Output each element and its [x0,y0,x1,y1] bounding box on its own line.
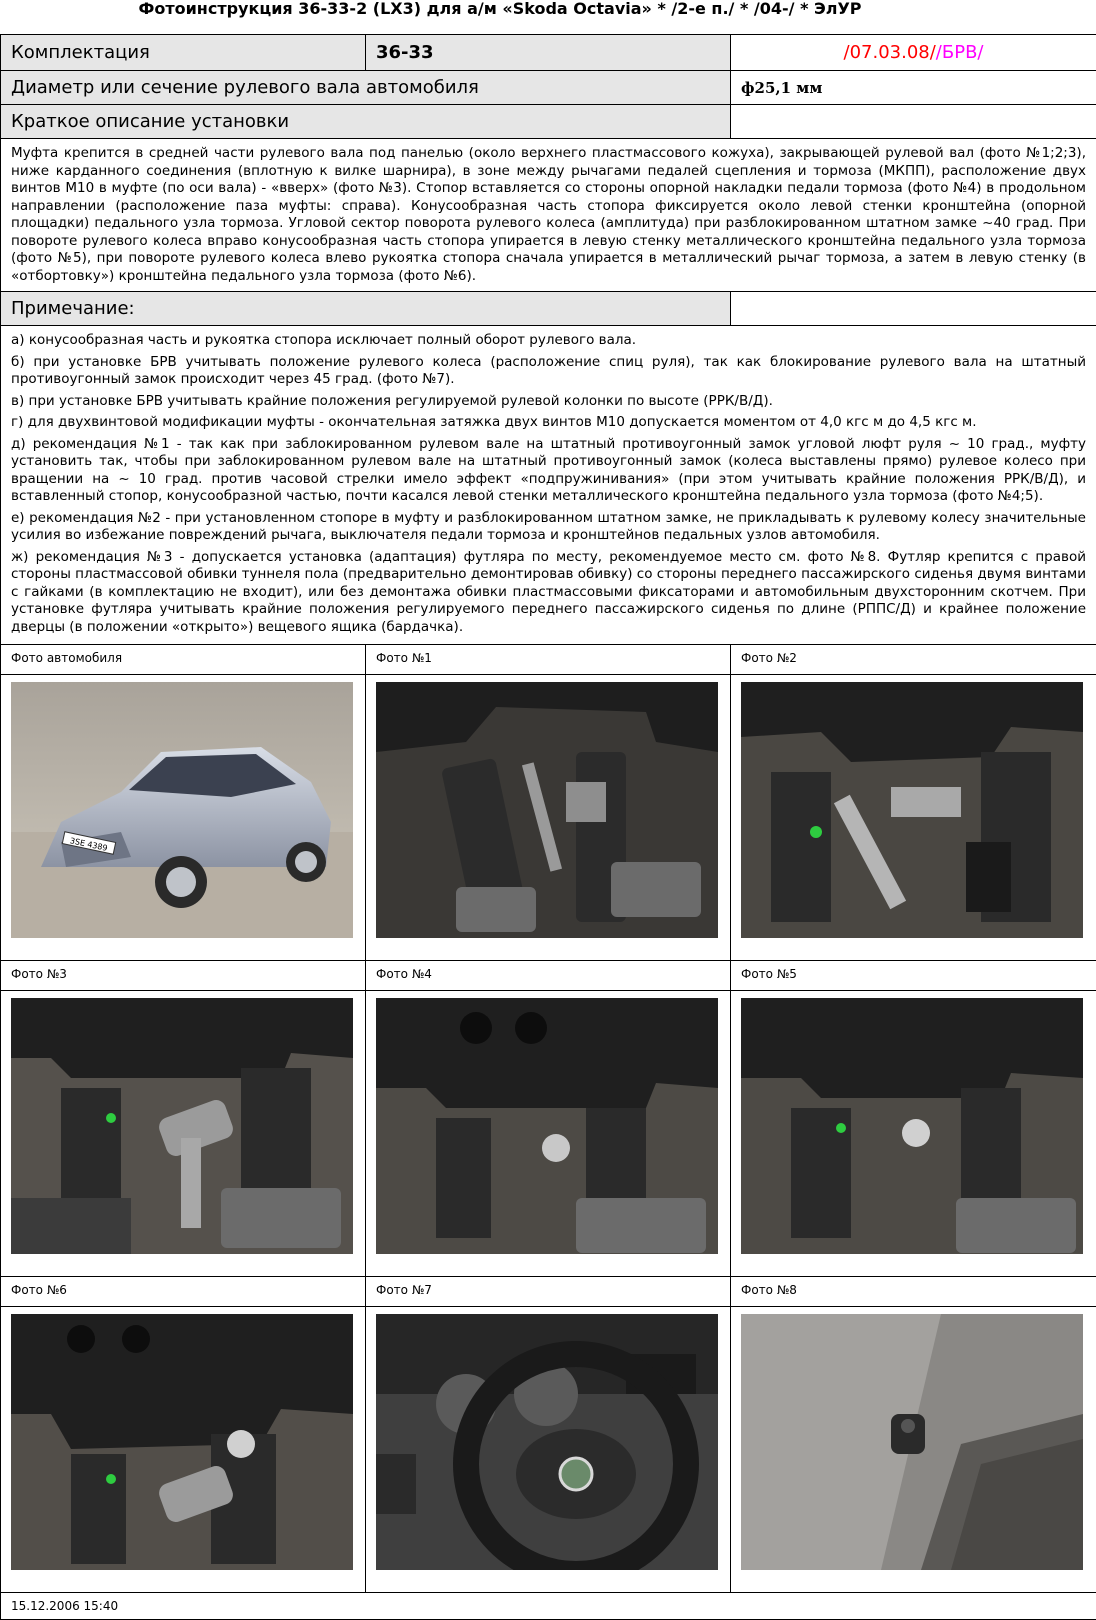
note-zh: ж) рекомендация №3 - допускается установка (адаптация) футляра по месту, рекомендуемое место см. фото №8. Футляр крепится с правой стороны пластмассовой обивки туннеля пола (предварительно демонтировав обивку) со стороны переднего пассажирского сиденья двумя винтами с гайками (в комплектацию не входит), или без демонтажа обивки пластмассовыми фиксаторами и автомобильным двухсторонним скотчем. При установке футляра учитывать крайние положения регулируемого переднего пассажирского сиденья по длине (РППС/Д) и крайнее положение дверцы (в положении «открыто») вещевого ящика (бардачка). [11,549,1086,637]
revision-date [731,35,1096,71]
photo-3-image [11,998,353,1254]
description-text: Муфта крепится в средней части рулевого вала под панелью (около верхнего пластмассового кожуха), закрывающей рулевой вал (фото №1;2;3), ниже карданного соединения (вплотную к вилке шарнира), в зоне между рычагами педалей сцепления и тормоза (МКПП), расположение двух винтов М10 в муфте (по оси вала) - «вверх» (фото №3). Стопор вставляется со стороны опорной накладки педали тормоза (фото №4) в продольном направлении (расположение паза муфты: справа). Конусообразная часть стопора фиксируется около левой стенки кронштейна (опорной площадки) педального узла тормоза. Угловой сектор поворота рулевого колеса (амплитуда) при разблокированном штатном замке ~40 град. При повороте рулевого колеса вправо конусообразная часть стопора упирается в левую стенку металлического кронштейна педального узла тормоза (фото №5), при повороте рулевого колеса влево рукоятка стопора сначала упирается в металлический рычаг тормоза, а затем в левую стенку (в «отбортовку») кронштейна педального узла тормоза (фото №6). [1,139,1096,292]
photo-8-image [741,1314,1083,1570]
description-blank [731,105,1096,139]
instruction-table [0,34,1096,1620]
caption-photo-4: Фото №4 [366,961,731,991]
caption-photo-6: Фото №6 [1,1277,366,1307]
note-e: е) рекомендация №2 - при установленном стопоре в муфту и разблокированном штатном замке, не прикладывать к рулевому колесу значительные усилия во избежание повреждений рычага, выключателя педали тормоза и кронштейнов педальных узлов автомобиля. [11,510,1086,545]
caption-photo-2: Фото №2 [731,645,1096,675]
caption-photo-7: Фото №7 [366,1277,731,1307]
license-plate: 3SE 4389 [69,836,108,853]
notes-list [1,326,1096,645]
diameter-label: Диаметр или сечение рулевого вала автомобиля [1,71,731,105]
photo-6-image [11,1314,353,1570]
notes-label: Примечание: [1,292,731,326]
caption-photo-5: Фото №5 [731,961,1096,991]
note-g: г) для двухвинтовой модификации муфты - окончательная затяжка двух винтов М10 допускается моментом от 4,0 кгс м до 4,5 кгс м. [11,414,1086,432]
notes-blank [731,292,1096,326]
komplektaciya-value: 36-33 [366,35,731,71]
date-red: /07.03.08/ [844,42,936,63]
caption-photo-3: Фото №3 [1,961,366,991]
note-b: б) при установке БРВ учитывать положение рулевого колеса (расположение спиц руля), так как блокирование рулевого вала на штатный противоугонный замок происходит через 45 град. (фото №7). [11,354,1086,389]
caption-photo-8: Фото №8 [731,1277,1096,1307]
description-label: Краткое описание установки [1,105,731,139]
diameter-value: ф25,1 мм [731,71,1096,105]
note-v: в) при установке БРВ учитывать крайние положения регулируемой рулевой колонки по высоте (РРК/В/Д). [11,393,1086,411]
photo-5-image [741,998,1083,1254]
photo-2-image [741,682,1083,938]
note-d: д) рекомендация №1 - так как при заблокированном рулевом вале на штатный противоугонный замок угловой люфт руля ~ 10 град., муфту установить так, чтобы при заблокированном рулевом вале на штатный противоугонный замок (колеса выставлены прямо) рулевое колесо при вращении на ~ 10 град. против часовой стрелки имело эффект «подпружинивания» (при этом учитывать крайние положения РРК/В/Д), и вставленный стопор, конусообразной частью, почти касался левой стенки металлического кронштейна педального узла тормоза (фото №4;5). [11,436,1086,506]
footer-timestamp: 15.12.2006 15:40 [1,1593,1096,1620]
date-magenta: /БРВ/ [936,42,984,63]
page-title: Фотоинструкция 36-33-2 (LX3) для а/м «Skoda Octavia» * /2-е п./ * /04-/ * ЭлУР [0,0,1000,18]
caption-photo-1: Фото №1 [366,645,731,675]
photo-1-image [376,682,718,938]
photo-7-image [376,1314,718,1570]
photo-4-image [376,998,718,1254]
komplektaciya-label: Комплектация [1,35,366,71]
note-a: а) конусообразная часть и рукоятка стопора исключает полный оборот рулевого вала. [11,332,1086,350]
caption-car: Фото автомобиля [1,645,366,675]
car-photo [11,682,353,938]
